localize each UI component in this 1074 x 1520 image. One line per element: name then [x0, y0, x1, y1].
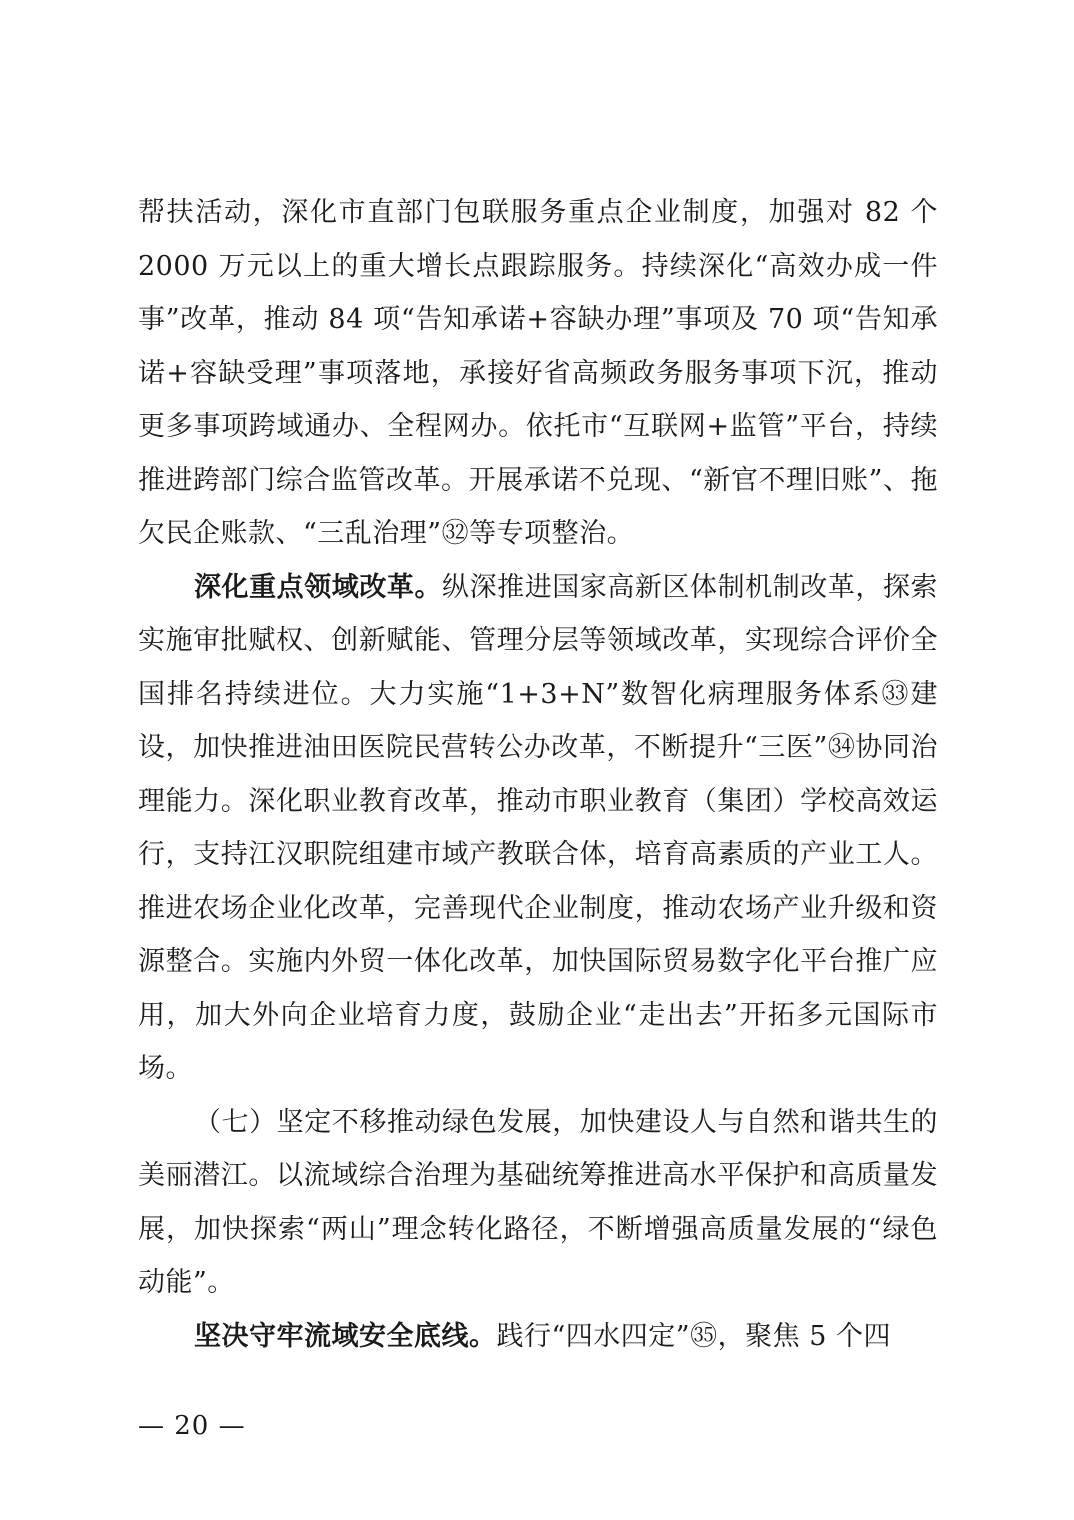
paragraph-1-text: 帮扶活动，深化市直部门包联服务重点企业制度，加强对 82 个 2000 万元以上的重大增长点跟踪服务。持续深化“高效办成一件事”改革，推动 84 项“告知承诺+容缺办理”事项及 70 项“告知承诺+容缺受理”事项落地，承接好省高频政务服务事项下沉，推动更多事项跨域通办、全程网办。依托市“互联网+监管”平台，持续推进跨部门综合监管改革。开展承诺不兑现、“新官不理旧账”、拖欠民企账款、“三乱治理”㉜等专项整治。	[138, 197, 938, 549]
paragraph-2	[138, 561, 938, 1096]
paragraph-3-text: （七）坚定不移推动绿色发展，加快建设人与自然和谐共生的美丽潜江。以流域综合治理为基础统筹推进高水平保护和高质量发展，加快探索“两山”理念转化路径，不断增强高质量发展的“绿色动能”。	[138, 1106, 938, 1298]
paragraph-3	[138, 1096, 938, 1310]
paragraph-4-text: 践行“四水四定”㉟，聚焦 5 个四	[496, 1320, 891, 1352]
body-text	[138, 186, 938, 1363]
paragraph-4	[138, 1310, 938, 1364]
paragraph-1	[138, 186, 938, 561]
paragraph-2-text: 纵深推进国家高新区体制机制改革，探索实施审批赋权、创新赋能、管理分层等领域改革，实现综合评价全国排名持续进位。大力实施“1+3+N”数智化病理服务体系㉝建设，加快推进油田医院民营转公办改革，不断提升“三医”㉞协同治理能力。深化职业教育改革，推动市职业教育（集团）学校高效运行，支持江汉职院组建市域产教联合体，培育高素质的产业工人。推进农场企业化改革，完善现代企业制度，推动农场产业升级和资源整合。实施内外贸一体化改革，加快国际贸易数字化平台推广应用，加大外向企业培育力度，鼓励企业“走出去”开拓多元国际市场。	[138, 571, 939, 1084]
page-number: — 20 —	[138, 1411, 246, 1441]
paragraph-2-lead: 深化重点领域改革。	[194, 571, 443, 603]
paragraph-4-lead: 坚决守牢流域安全底线。	[194, 1320, 497, 1352]
